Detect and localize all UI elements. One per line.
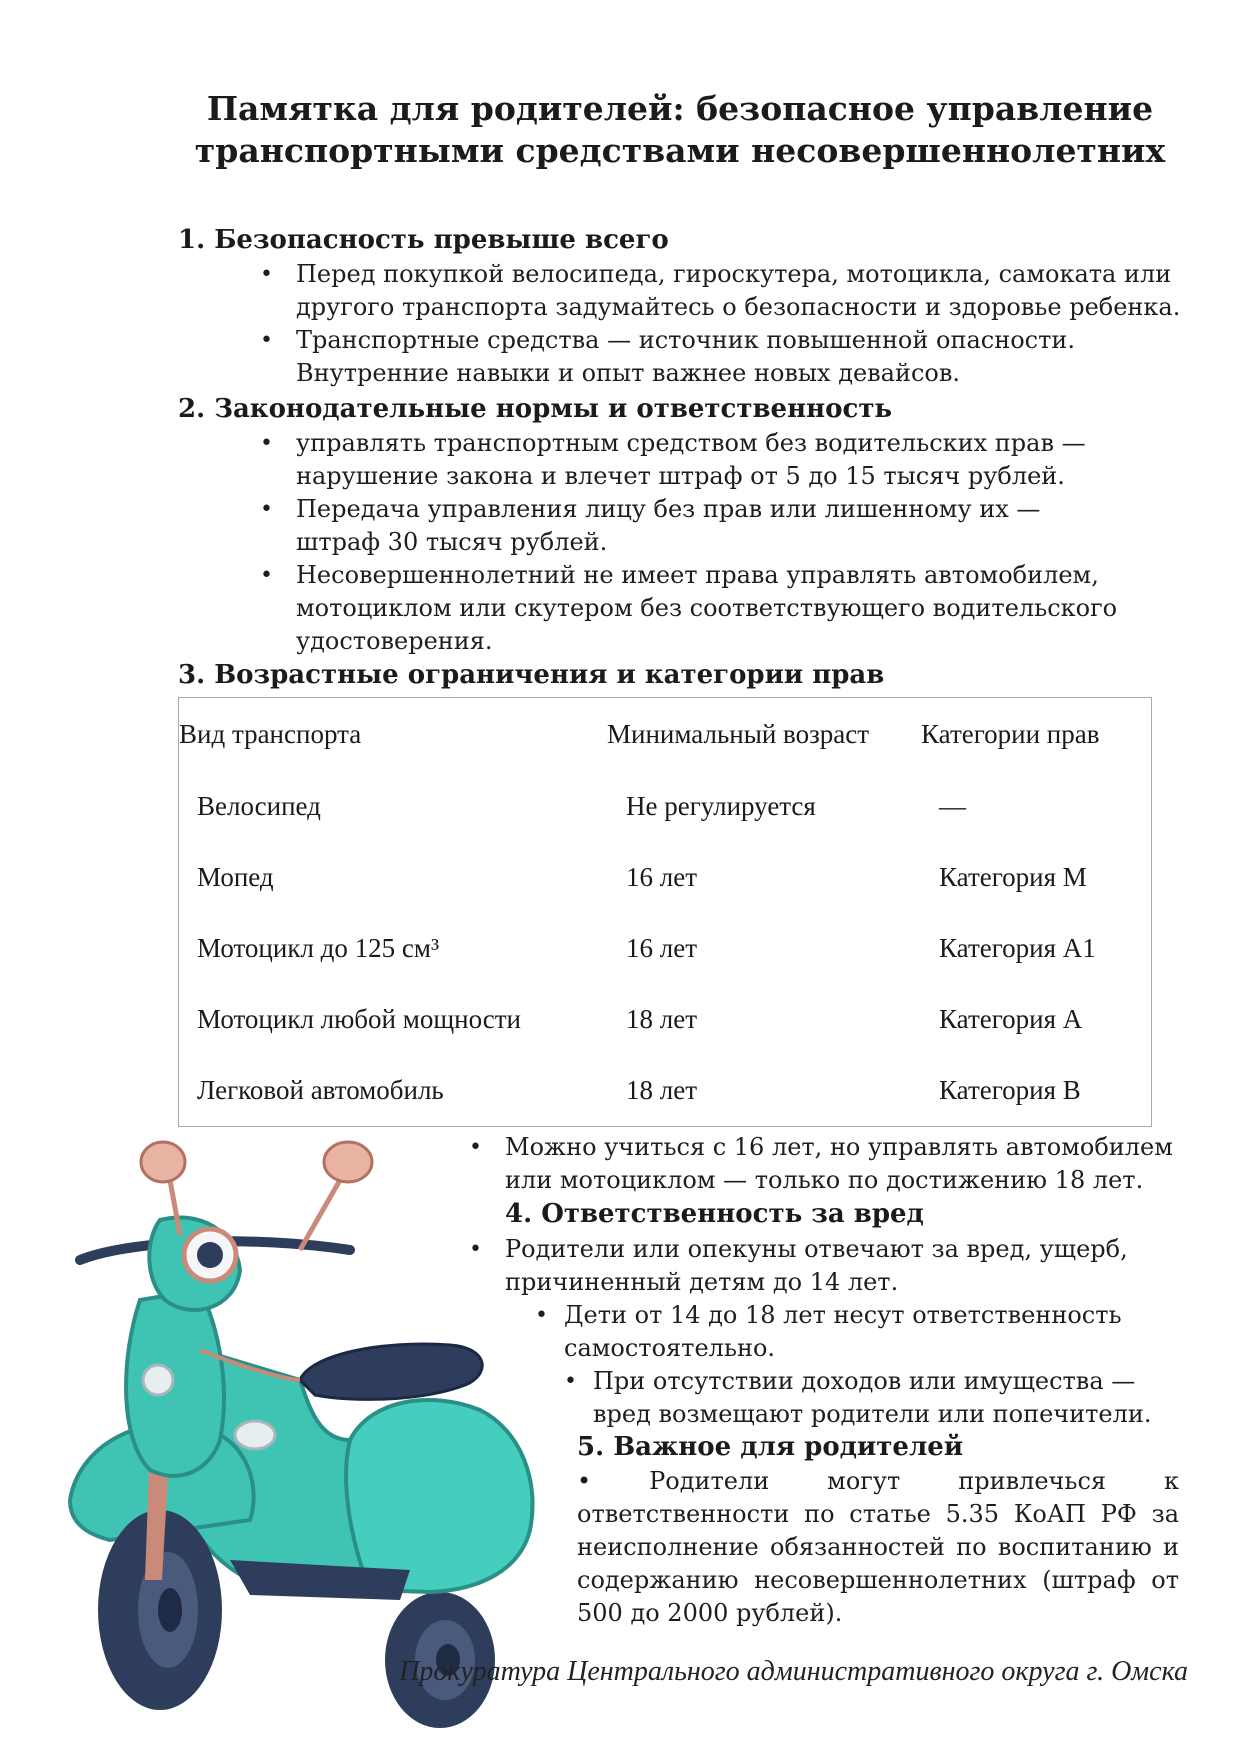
- title-line-2: транспортными средствами несовершеннолетних: [194, 131, 1166, 170]
- title-line-1: Памятка для родителей: безопасное управление: [206, 89, 1154, 128]
- list-item: [260, 427, 1086, 493]
- seat: [300, 1344, 482, 1399]
- table-cell: 16 лет: [626, 933, 698, 963]
- table-cell: Категория М: [939, 862, 1087, 892]
- list-item: [260, 559, 1118, 658]
- bullet-text-line: Перед покупкой велосипеда, гироскутера, мотоцикла, самоката или: [296, 260, 1172, 288]
- table-header-cell: Вид транспорта: [179, 719, 362, 749]
- list-item: [469, 1131, 1173, 1197]
- side-badge: [235, 1421, 275, 1449]
- list-item: [535, 1299, 1122, 1365]
- paragraph-line: содержанию несовершеннолетних (штраф от: [577, 1566, 1179, 1594]
- page-title: [150, 88, 1210, 172]
- mirror-left: [141, 1142, 185, 1182]
- bullet-text-line: мотоциклом или скутером без соответствующего водительского: [296, 594, 1118, 622]
- bullet-text-line: Дети от 14 до 18 лет несут ответственность: [564, 1301, 1122, 1329]
- section-5-paragraph: [577, 1465, 1179, 1630]
- bullet-text-line: причиненный детям до 14 лет.: [505, 1268, 899, 1296]
- bullet-icon: •: [260, 497, 273, 522]
- bullet-icon: •: [260, 431, 273, 456]
- list-item: [260, 324, 1075, 390]
- bullet-text-line: другого транспорта задумайтесь о безопасности и здоровье ребенка.: [296, 293, 1181, 321]
- table-cell: Не регулируется: [626, 791, 816, 821]
- table-header-cell: Категории прав: [921, 719, 1100, 749]
- list-item: [564, 1365, 1152, 1431]
- age-table: [178, 697, 1152, 1127]
- section-1-heading: 1. Безопасность превыше всего: [178, 225, 669, 255]
- list-item: [260, 493, 1041, 559]
- section-3-heading: 3. Возрастные ограничения и категории прав: [178, 660, 885, 690]
- bullet-text-line: Транспортные средства — источник повышенной опасности.: [296, 326, 1075, 354]
- bullet-text-line: самостоятельно.: [564, 1334, 776, 1362]
- section-4-heading: 4. Ответственность за вред: [505, 1199, 924, 1229]
- scooter-illustration: [50, 1140, 570, 1740]
- bullet-text-line: Передача управления лицу без прав или лишенному их —: [296, 495, 1041, 523]
- table-cell: 18 лет: [626, 1075, 698, 1105]
- table-cell: Велосипед: [197, 791, 321, 821]
- section-2-heading: 2. Законодательные нормы и ответственность: [178, 394, 893, 424]
- bullet-icon: •: [260, 262, 273, 287]
- bullet-text-line: удостоверения.: [296, 627, 493, 655]
- bullet-icon: •: [469, 1237, 482, 1262]
- table-cell: Мотоцикл до 125 см³: [197, 933, 440, 963]
- list-item: [260, 258, 1181, 324]
- bullet-text-line: При отсутствии доходов или имущества —: [593, 1367, 1136, 1395]
- bullet-text-line: Родители или опекуны отвечают за вред, ущерб,: [505, 1235, 1128, 1263]
- table-cell: 16 лет: [626, 862, 698, 892]
- bullet-icon: •: [469, 1135, 482, 1160]
- table-cell: Мотоцикл любой мощности: [197, 1004, 521, 1034]
- bullet-text-line: вред возмещают родители или попечители.: [593, 1400, 1152, 1428]
- table-cell: 18 лет: [626, 1004, 698, 1034]
- bullet-icon: •: [535, 1303, 548, 1328]
- table-cell: Категория В: [939, 1075, 1081, 1105]
- bullet-text-line: или мотоциклом — только по достижению 18 лет.: [505, 1166, 1144, 1194]
- table-header-cell: Минимальный возраст: [607, 719, 870, 749]
- headlight-center: [197, 1242, 223, 1268]
- bullet-text-line: Можно учиться с 16 лет, но управлять автомобилем: [505, 1133, 1173, 1161]
- bullet-icon: •: [260, 328, 273, 353]
- bullet-text-line: штраф 30 тысяч рублей.: [296, 528, 608, 556]
- paragraph-line: ответственности по статье 5.35 КоАП РФ за: [577, 1500, 1179, 1528]
- table-cell: Категория А1: [939, 933, 1096, 963]
- footer-signature: Прокуратура Центрального административного округа г. Омска: [399, 1656, 1188, 1687]
- horn-grill: [143, 1365, 173, 1395]
- mirror-right: [324, 1142, 372, 1182]
- section-5-heading: 5. Важное для родителей: [577, 1432, 964, 1462]
- leg-shield: [126, 1290, 224, 1476]
- bullet-text-line: управлять транспортным средством без водительских прав —: [296, 429, 1086, 457]
- bullet-text-line: нарушение закона и влечет штраф от 5 до 15 тысяч рублей.: [296, 462, 1065, 490]
- table-cell: Мопед: [197, 862, 274, 892]
- bullet-text-line: Несовершеннолетний не имеет права управлять автомобилем,: [296, 561, 1099, 589]
- bullet-icon: •: [564, 1369, 577, 1394]
- paragraph-line: • Родители могут привлечься к: [577, 1467, 1179, 1495]
- table-cell: —: [939, 791, 966, 821]
- list-item: [469, 1233, 1128, 1299]
- paragraph-line: неисполнение обязанностей по воспитанию и: [577, 1533, 1179, 1561]
- rear-cowl: [346, 1400, 532, 1592]
- bullet-icon: •: [260, 563, 273, 588]
- table-cell: Легковой автомобиль: [197, 1075, 444, 1105]
- paragraph-line: 500 до 2000 рублей).: [577, 1599, 843, 1627]
- bullet-text-line: Внутренние навыки и опыт важнее новых девайсов.: [296, 359, 961, 387]
- mirror-stem-right: [300, 1180, 340, 1250]
- table-cell: Категория А: [939, 1004, 1083, 1034]
